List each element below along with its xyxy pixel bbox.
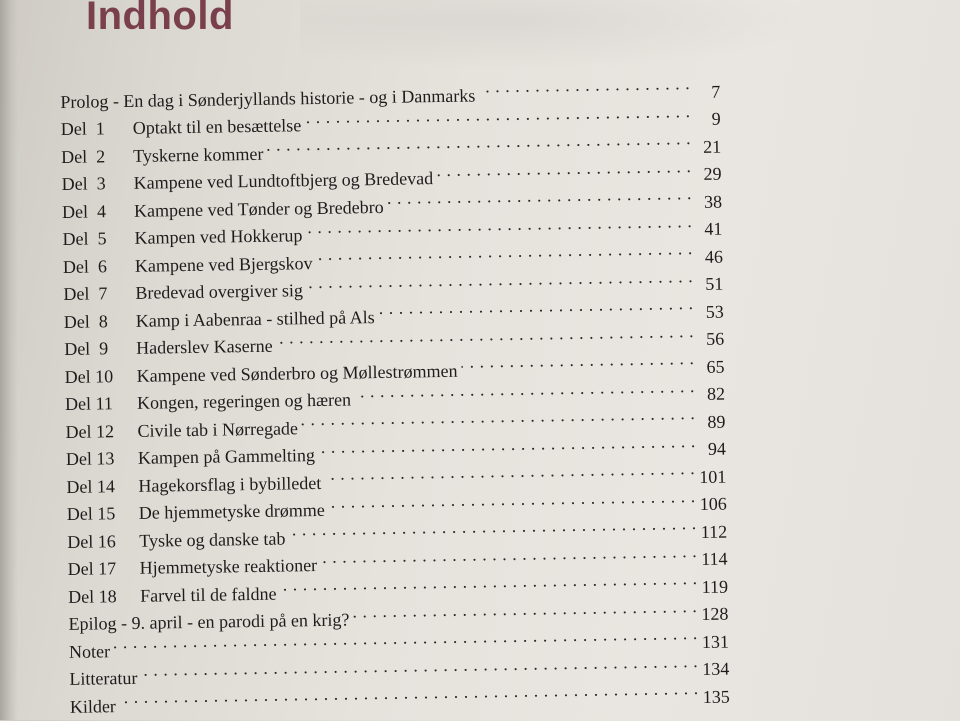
- toc-entry-prefix: Del 18: [67, 585, 117, 607]
- toc-entry-title: En dag i Sønderjyllands historie - og i Danmarks: [123, 84, 476, 111]
- toc-entry-page-number: 114: [701, 548, 728, 569]
- toc-entry-prefix: Del 15: [66, 503, 116, 524]
- toc-entry-page-number: 21: [702, 136, 722, 157]
- toc-entry-page-number: 82: [706, 383, 726, 404]
- toc-entry-page-number: 134: [702, 658, 730, 679]
- toc-entry-page-number: 65: [706, 356, 725, 377]
- toc-entry-page-number: 89: [707, 411, 726, 432]
- toc-entry-title: Kilder: [69, 695, 116, 717]
- toc-entry-prefix: Epilog -: [68, 612, 132, 634]
- toc-entry-prefix: Del 4: [61, 200, 107, 222]
- show-through-print: [300, 0, 820, 70]
- toc-entry-prefix: Del 13: [65, 448, 115, 469]
- toc-entry-title: Bredevad overgiver sig: [135, 280, 304, 303]
- toc-entry-page-number: 29: [703, 163, 722, 184]
- toc-entry-prefix: Del 10: [64, 365, 114, 387]
- toc-entry-prefix: Prolog -: [60, 90, 124, 112]
- toc-entry-title: Hagekorsflag i bybilledet: [138, 472, 322, 496]
- toc-entry-prefix: Del 11: [64, 393, 114, 414]
- toc-entry-title: Kampene ved Lundtoftbjerg og Bredevad: [133, 168, 434, 193]
- toc-entry-title: Kampen på Gammelting: [137, 445, 316, 468]
- toc-entry-page-number: 101: [699, 466, 727, 487]
- toc-entry-page-number: 53: [705, 301, 724, 322]
- table-of-contents: [60, 70, 730, 717]
- toc-entry-title: Tyske og danske tab: [139, 528, 286, 551]
- toc-entry-page-number: 46: [704, 246, 724, 267]
- toc-entry-title: 9. april - en parodi på en krig?: [131, 609, 350, 633]
- toc-entry-title: Tyskerne kommer: [133, 143, 264, 166]
- toc-entry-prefix: Del 1: [60, 118, 105, 139]
- toc-entry-page-number: 41: [704, 218, 723, 239]
- toc-entry-prefix: Del 3: [61, 173, 106, 194]
- toc-entry-title: Kampene ved Bjergskov: [134, 252, 313, 276]
- toc-entry-title: Farvel til de faldne: [139, 583, 277, 606]
- toc-entry-title: De hjemmetyske drømme: [138, 499, 325, 523]
- toc-entry-page-number: 112: [700, 521, 728, 542]
- toc-entry-prefix: Del 16: [67, 530, 116, 552]
- page-title: Indhold: [86, 0, 234, 38]
- toc-entry-prefix: Del 7: [63, 283, 108, 304]
- toc-entry-page-number: 119: [701, 576, 729, 597]
- toc-entry-prefix: Del 8: [63, 310, 108, 332]
- toc-entry-title: Optakt til en besættelse: [132, 115, 302, 138]
- toc-entry-title: Hjemmetyske reaktioner: [139, 555, 318, 578]
- toc-entry-title: Kongen, regeringen og hæren: [136, 389, 352, 413]
- toc-entry-prefix: Del 6: [62, 255, 108, 277]
- toc-entry-prefix: Del 12: [65, 420, 115, 442]
- toc-entry-title: Litteratur: [69, 667, 138, 689]
- toc-entry-prefix: Del 5: [62, 228, 107, 249]
- dot-leader: [479, 70, 690, 101]
- toc-entry-page-number: 38: [703, 191, 723, 212]
- toc-entry-page-number: 131: [701, 631, 730, 652]
- dot-leader: [437, 153, 692, 184]
- toc-entry-page-number: 128: [701, 603, 729, 624]
- toc-entry-prefix: Del 14: [66, 475, 116, 497]
- toc-entry-title: Kampene ved Sønderbro og Møllestrømmen: [136, 360, 458, 386]
- toc-entry-title: Haderslev Kaserne: [136, 335, 273, 358]
- toc-entry-page-number: 94: [707, 438, 727, 459]
- toc-entry-page-number: 7: [711, 81, 721, 102]
- toc-entry-title: Kampen ved Hokkerup: [134, 225, 303, 248]
- toc-entry-prefix: Del 9: [64, 338, 109, 359]
- toc-entry-title: Kampene ved Tønder og Bredebro: [133, 196, 384, 221]
- toc-entry-title: Civile tab i Nørregade: [137, 417, 299, 441]
- dot-leader: [461, 345, 694, 376]
- toc-entry-page-number: 56: [705, 328, 725, 349]
- toc-entry-title: Noter: [68, 640, 111, 662]
- toc-entry-page-number: 51: [705, 273, 724, 294]
- toc-entry-prefix: Del 2: [61, 145, 106, 167]
- page-gutter-shadow: [0, 0, 18, 720]
- toc-entry-title: Kamp i Aabenraa - stilhed på Als: [135, 306, 375, 331]
- toc-entry-page-number: 106: [699, 493, 727, 515]
- toc-entry-page-number: 9: [711, 108, 721, 129]
- toc-entry-page-number: 135: [702, 686, 730, 707]
- toc-entry-prefix: Del 17: [67, 558, 117, 579]
